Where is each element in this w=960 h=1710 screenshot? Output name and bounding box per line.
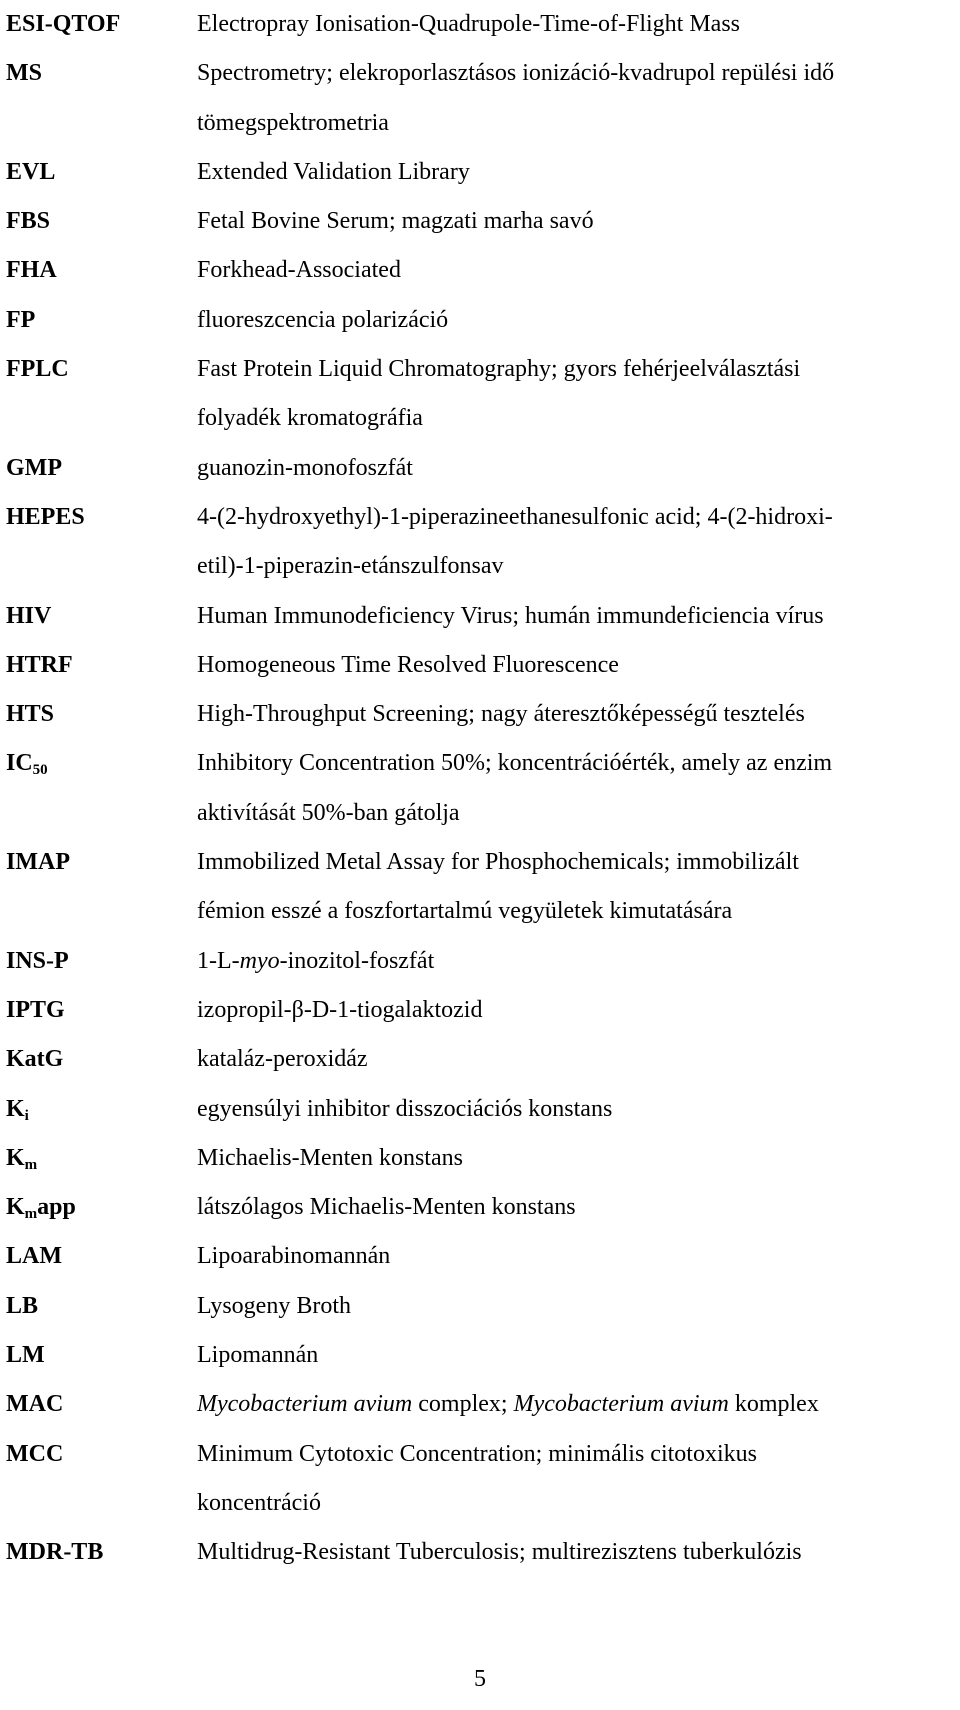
abbreviation-list — [6, 0, 951, 1578]
abbreviation-text: LB — [6, 1292, 39, 1319]
abbreviation — [6, 1183, 197, 1232]
definition-italic-text: Mycobacterium avium — [513, 1391, 729, 1418]
abbreviation — [6, 1331, 197, 1380]
abbreviation — [6, 739, 197, 788]
glossary-entry — [6, 296, 951, 345]
definition — [197, 937, 951, 986]
definition-text: Homogeneous Time Resolved Fluorescence — [197, 651, 619, 678]
definition — [197, 296, 951, 345]
abbreviation-text: INS-P — [6, 947, 69, 974]
abbreviation-text: IPTG — [6, 996, 65, 1023]
abbreviation — [6, 1035, 197, 1084]
glossary-entry — [6, 49, 951, 148]
glossary-entry — [6, 1331, 951, 1380]
abbreviation — [6, 493, 197, 542]
abbreviation-text: MAC — [6, 1391, 64, 1418]
page-number: 5 — [474, 1666, 486, 1692]
glossary-entry — [6, 592, 951, 641]
definition-text: Fast Protein Liquid Chromatography; gyors fehérjeelválasztási folyadék kromatográfia — [197, 356, 801, 432]
abbreviation — [6, 49, 197, 98]
glossary-entry — [6, 1430, 951, 1529]
definition-text: Fetal Bovine Serum; magzati marha savó — [197, 208, 594, 235]
definition-text: látszólagos Michaelis-Menten konstans — [197, 1194, 576, 1221]
abbreviation-text: app — [37, 1194, 76, 1221]
glossary-entry — [6, 197, 951, 246]
abbreviation-text: KatG — [6, 1046, 64, 1073]
definition-text: High-Throughput Screening; nagy áteresztőképességű tesztelés — [197, 701, 805, 728]
abbreviation-subscript: 50 — [32, 762, 48, 779]
definition-text: egyensúlyi inhibitor disszociációs konstans — [197, 1095, 613, 1122]
abbreviation-text: FBS — [6, 208, 51, 235]
abbreviation — [6, 592, 197, 641]
definition-text: 4-(2-hydroxyethyl)-1-piperazineethanesulfonic acid; 4-(2-hidroxi- etil)-1-piperazin-etánszulfonsav — [197, 503, 833, 580]
definition — [197, 197, 951, 246]
definition-text: guanozin-monofoszfát — [197, 454, 413, 481]
glossary-entry — [6, 345, 951, 444]
definition-text: Lysogeny Broth — [197, 1292, 351, 1319]
definition — [197, 739, 951, 838]
glossary-entry — [6, 641, 951, 690]
abbreviation — [6, 1430, 197, 1479]
abbreviation-text: IMAP — [6, 849, 70, 876]
glossary-entry — [6, 148, 951, 197]
definition-text: fluoreszcencia polarizáció — [197, 306, 449, 333]
glossary-entry — [6, 838, 951, 937]
abbreviation — [6, 1528, 197, 1577]
definition-text: Electropray Ionisation-Quadrupole-Time-of-Flight Mass — [197, 11, 741, 37]
glossary-entry — [6, 1085, 951, 1134]
abbreviation-subscript: m — [24, 1156, 38, 1173]
definition — [197, 1183, 951, 1232]
definition — [197, 1134, 951, 1183]
definition-text: kataláz-peroxidáz — [197, 1046, 368, 1073]
definition-italic-text: myo — [239, 947, 280, 974]
abbreviation-text: EVL — [6, 158, 56, 185]
abbreviation-subscript: m — [24, 1206, 38, 1223]
definition — [197, 444, 951, 493]
glossary-entry — [6, 739, 951, 838]
glossary-entry — [6, 986, 951, 1035]
abbreviation-text: ESI-QTOF — [6, 11, 121, 37]
definition — [197, 592, 951, 641]
glossary-entry — [6, 1528, 951, 1577]
glossary-entry — [6, 1282, 951, 1331]
definition-text: Minimum Cytotoxic Concentration; minimális citotoxikus koncentráció — [197, 1440, 757, 1516]
definition-text: Immobilized Metal Assay for Phosphochemicals; immobilizált fémion esszé a foszfortartalmú vegyületek kimutatására — [197, 849, 799, 925]
definition — [197, 838, 951, 937]
definition — [197, 1430, 951, 1529]
definition — [197, 493, 951, 592]
abbreviation-text: FP — [6, 306, 36, 333]
definition-text: Extended Validation Library — [197, 158, 470, 185]
abbreviation — [6, 444, 197, 493]
abbreviation — [6, 937, 197, 986]
definition-italic-text: Mycobacterium avium — [197, 1391, 413, 1418]
definition-text: Forkhead-Associated — [197, 257, 401, 284]
definition-text: Lipoarabinomannán — [197, 1243, 391, 1270]
abbreviation — [6, 1134, 197, 1183]
glossary-entry — [6, 0, 951, 49]
definition-text: -inozitol-foszfát — [279, 947, 435, 974]
definition — [197, 49, 951, 148]
abbreviation — [6, 0, 197, 49]
definition — [197, 1331, 951, 1380]
abbreviation — [6, 246, 197, 295]
definition — [197, 0, 951, 49]
definition — [197, 148, 951, 197]
definition-text: Multidrug-Resistant Tuberculosis; multirezisztens tuberkulózis — [197, 1539, 802, 1566]
glossary-entry — [6, 1035, 951, 1084]
definition-text: Human Immunodeficiency Virus; humán immundeficiencia vírus — [197, 602, 824, 629]
definition-text: Spectrometry; elekroporlasztásos ionizáció-kvadrupol repülési idő tömegspektrometria — [197, 60, 835, 136]
abbreviation-text: LM — [6, 1342, 45, 1369]
abbreviation — [6, 690, 197, 739]
glossary-entry — [6, 1183, 951, 1232]
abbreviation-text: K — [6, 1144, 25, 1171]
abbreviation — [6, 1232, 197, 1281]
abbreviation-subscript: i — [24, 1107, 29, 1124]
abbreviation-text: FPLC — [6, 356, 69, 383]
abbreviation — [6, 296, 197, 345]
abbreviation — [6, 1085, 197, 1134]
abbreviation — [6, 1380, 197, 1429]
definition — [197, 1035, 951, 1084]
abbreviation-text: HEPES — [6, 503, 85, 530]
glossary-entry — [6, 444, 951, 493]
abbreviation-text: MDR-TB — [6, 1539, 104, 1566]
abbreviation-text: K — [6, 1095, 25, 1122]
abbreviation-text: MCC — [6, 1440, 64, 1467]
abbreviation-text: FHA — [6, 257, 57, 284]
abbreviation-text: K — [6, 1194, 25, 1221]
abbreviation-text: HIV — [6, 602, 52, 629]
abbreviation — [6, 986, 197, 1035]
definition-text: Michaelis-Menten konstans — [197, 1144, 463, 1171]
definition — [197, 1528, 951, 1577]
glossary-entry — [6, 690, 951, 739]
definition-text: 1-L- — [197, 947, 240, 974]
abbreviation — [6, 345, 197, 394]
definition — [197, 246, 951, 295]
definition — [197, 345, 951, 444]
abbreviation — [6, 197, 197, 246]
glossary-entry — [6, 493, 951, 592]
glossary-entry — [6, 937, 951, 986]
abbreviation-text: MS — [6, 60, 42, 87]
definition — [197, 1282, 951, 1331]
definition — [197, 1380, 951, 1429]
glossary-entry — [6, 1134, 951, 1183]
glossary-entry — [6, 1380, 951, 1429]
definition — [197, 641, 951, 690]
definition — [197, 1232, 951, 1281]
abbreviation-text: HTRF — [6, 651, 73, 678]
definition-text: Lipomannán — [197, 1342, 319, 1369]
abbreviation-text: IC — [6, 750, 33, 777]
definition-text: complex; — [412, 1391, 514, 1418]
definition — [197, 690, 951, 739]
abbreviation — [6, 1282, 197, 1331]
abbreviation-text: LAM — [6, 1243, 62, 1270]
glossary-entry — [6, 1232, 951, 1281]
abbreviation-text: GMP — [6, 454, 62, 481]
abbreviation — [6, 641, 197, 690]
abbreviation — [6, 148, 197, 197]
abbreviation-text: HTS — [6, 701, 55, 728]
glossary-entry — [6, 246, 951, 295]
definition — [197, 1085, 951, 1134]
definition — [197, 986, 951, 1035]
definition-text: komplex — [728, 1391, 819, 1418]
definition-text: Inhibitory Concentration 50%; koncentrációérték, amely az enzim aktivítását 50%-ban gátolja — [197, 750, 833, 826]
abbreviation — [6, 838, 197, 887]
definition-text: izopropil-β-D-1-tiogalaktozid — [197, 996, 483, 1023]
